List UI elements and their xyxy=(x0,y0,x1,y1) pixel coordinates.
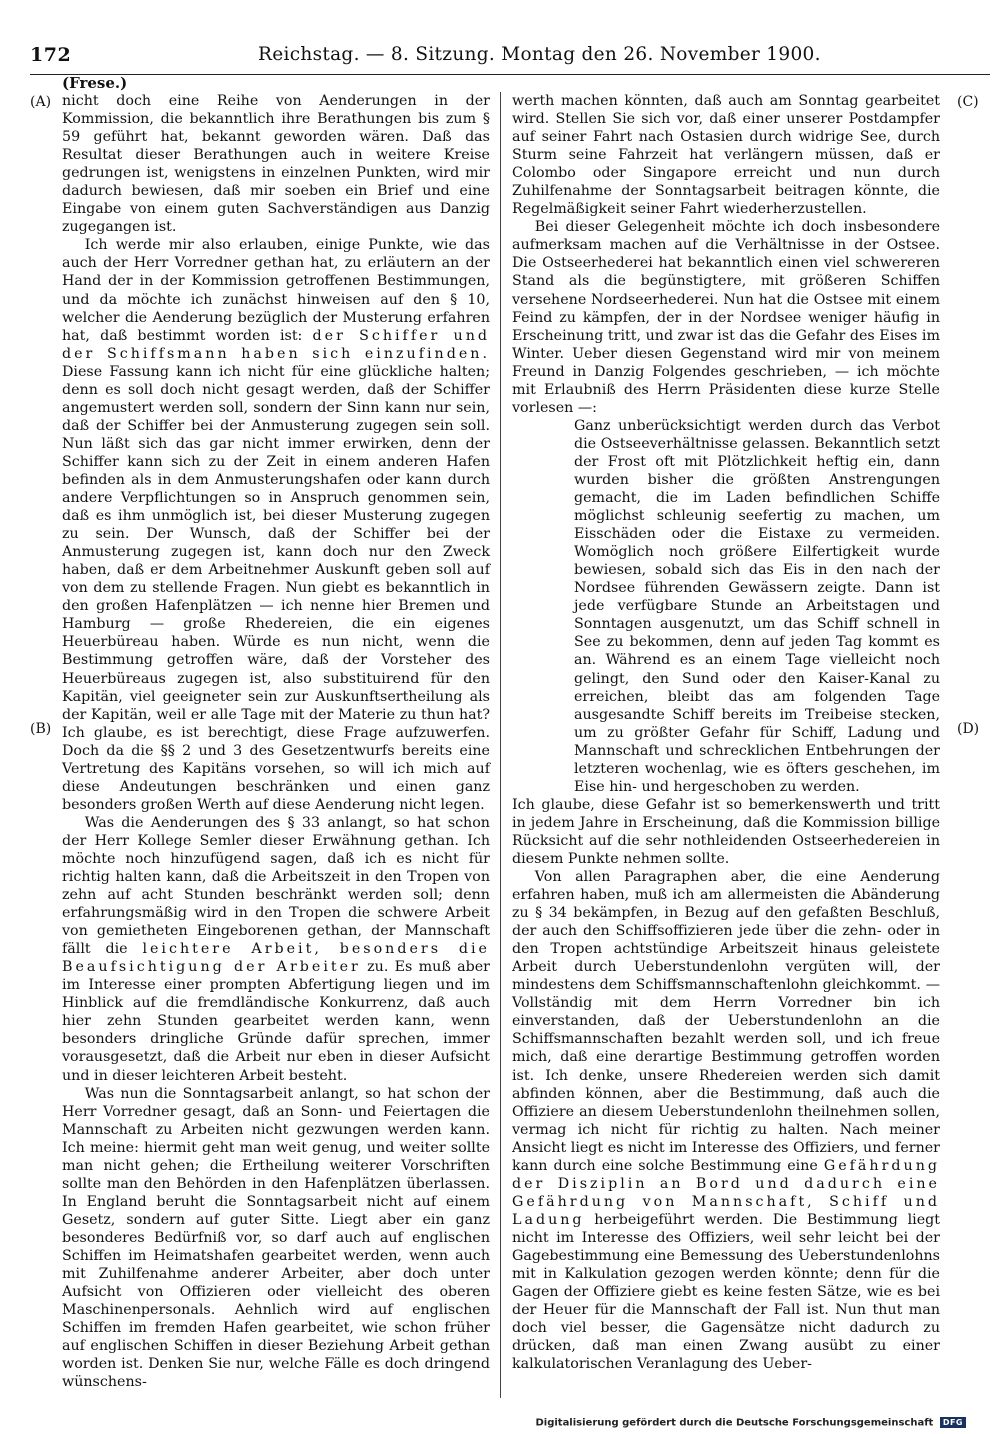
paragraph xyxy=(62,236,490,814)
text-run: zu. Es muß aber im Interesse einer prompten Abfertigung liegen und im Hinblick auf die fremdländische Konkurrenz, daß auch hier zehn Stunden gearbeitet werden kann, wenn besonders dringliche Gründe dafür sprechen, immer vorausgesetzt, daß die Arbeit nur eben in dieser Aufsicht und in dieser leichteren Arbeit besteht. xyxy=(62,959,490,1084)
spaced-text: Gefährdung der Disziplin an Bord und dadurch eine Gefährdung von Mannschaft, Schiff und Ladung xyxy=(512,1157,940,1228)
margin-mark-c: (C) xyxy=(957,94,979,110)
spaced-text: leichtere Arbeit, besonders die Beaufsichtigung der Arbeiter xyxy=(62,941,490,976)
paragraph xyxy=(62,814,490,1085)
margin-mark-a: (A) xyxy=(30,94,52,110)
text-run: Ich werde mir also erlauben, einige Punkte, wie das auch der Herr Vorredner gethan hat, zu erläutern an der Hand der in der Kommission getroffenen Bestimmungen, und da möchte ich zunächst hinweisen auf den § 10, welcher die Aenderung bezüglich der Musterung erfahren hat, daß bestimmt worden ist: xyxy=(62,237,490,344)
text-run: Diese Fassung kann ich nicht für eine glückliche halten; denn es soll doch nicht gesagt werden, daß der Schiffer angemustert werden soll, sondern der Sinn kann nur sein, daß der Schiffer bei der Anmusterung zugegen sein soll. Nun läßt sich das gar nicht immer erwirken, denn der Schiffer kann sich zu der Zeit in einem anderen Hafen befinden als in dem Anmusterungshafen oder kann durch andere Verpflichtungen so in Anspruch genommen sein, daß es ihm unmöglich ist, bei dieser Musterung zugegen zu sein. Der Wunsch, daß der Schiffer bei der Anmusterung zugegen ist, kann doch nur den Zweck haben, daß er dem Arbeitnehmer Auskunft geben soll auf von dem zu stellende Fragen. Nun giebt es bekanntlich in den großen Hafenplätzen — ich nenne hier Bremen und Hamburg — große Rhedereien, die ein eigenes Heuerbüreau haben. Würde es nun nicht, wenn die Bestimmung getroffen wäre, daß der Vorsteher des Heuerbüreaus zugegen ist, also substituirend für den Kapitän, viel geeigneter sein zur Auskunftsertheilung als der Kapitän, weil er alle Tage mit der Materie zu thun hat? Ich glaube, es ist berechtigt, diese Frage aufzuwerfen. Doch da die §§ 2 und 3 des Gesetzentwurfs bereits eine Vertretung des Kapitäns vorsehen, so will ich mich auf diese Andeutungen beschränken und einen ganz besonders großen Werth auf diese Aenderung nicht legen. xyxy=(62,363,490,813)
text-run: Was die Aenderungen des § 33 anlangt, so hat schon der Herr Kollege Semler dieser Erwähnung gethan. Ich möchte noch hinzufügend sagen, daß ich es nicht für richtig halten kann, daß die Arbeitszeit in den Tropen von zehn auf acht Stunden beschränkt werden soll; denn erfahrungsmäßig wird in den Tropen die schwere Arbeit von gemietheten Eingeborenen gethan, der Mannschaft fällt die xyxy=(62,814,490,958)
credit-text: Digitalisierung gefördert durch die Deutsche Forschungsgemeinschaft xyxy=(535,1417,934,1429)
paragraph: Ich glaube, diese Gefahr ist so bemerkenswerth und tritt in jedem Jahre in Erscheinung, daß die Kommission billige Rücksicht auf die sehr nothleidenden Ostseerhedereien in diesem Punkte nehmen sollte. xyxy=(512,796,940,867)
digitization-credit xyxy=(535,1417,966,1429)
paragraph: werth machen könnten, daß auch am Sonntag gearbeitet wird. Stellen Sie sich vor, daß einer unserer Postdampfer auf seiner Fahrt nach Ostasien durch widrige See, durch Sturm seine Fahrzeit hat verlängern müssen, daß er Colombo oder Singapore erreicht und nun durch Zuhilfenahme der Sonntagsarbeit beitragen könnte, die Regelmäßigkeit seiner Fahrt wiederherzustellen. xyxy=(512,93,940,218)
text-run: herbeigeführt werden. Die Bestimmung liegt nicht im Interesse des Offiziers, weil sehr leicht bei der Gagebestimmung eine Bemessung des Ueberstundenlohns mit in Kalkulation gezogen werden könnte; denn für die Gagen der Offiziere giebt es keine festen Sätze, wie es bei der Heuer für die Mannschaft der Fall ist. Nun thut man doch viel besser, die Gagensätze nicht dadurch zu drücken, daß man einen Zwang ausübt zu einer kalkulatorischen Veranlagung des Ueber- xyxy=(512,1211,940,1373)
running-head: Reichstag. — 8. Sitzung. Montag den 26. November 1900. xyxy=(258,44,821,65)
margin-mark-d: (D) xyxy=(957,721,980,737)
page-header xyxy=(30,40,990,75)
page-number: 172 xyxy=(30,44,72,66)
text-run: Von allen Paragraphen aber, die eine Aenderung erfahren haben, muß ich am allermeisten die Abänderung zu § 34 bekämpfen, in Bezug auf den gefaßten Beschluß, der auch den Schiffsoffizieren jede über die zehn- oder in den Tropen achtstündige Arbeitszeit hinaus geleistete Arbeit durch Ueberstundenlohn vergüten will, der mindestens dem Schiffsmannschaftenlohn gleichkommt. — Vollständig mit dem Herrn Vorredner bin ich einverstanden, daß der Ueberstundenlohn an die Schiffsmannschaften bezahlt werden soll, und ich freue mich, daß eine derartige Bestimmung getroffen worden ist. Ich denke, unsere Rhedereien werden sich damit abfinden können, aber die Bestimmung, daß auch die Offiziere an diesem Ueberstundenlohn theilnehmen sollen, vermag ich nicht für richtig zu halten. Nach meiner Ansicht liegt es nicht im Interesse des Offiziers, und ferner kann durch eine solche Bestimmung eine xyxy=(512,869,940,1174)
paragraph: Was nun die Sonntagsarbeit anlangt, so hat schon der Herr Vorredner gesagt, daß an Sonn- und Feiertagen die Mannschaft zu Arbeiten nicht gezwungen werden kann. Ich meine: hiermit geht man weit genug, und weiter sollte man nicht gehen; die Ertheilung weiterer Vorschriften sollte man den Behörden in den Hafenplätzen überlassen. In England beruht die Sonntagsarbeit nicht auf einem Gesetz, sondern auf guter Sitte. Liegt aber ein ganz besonderes Bedürfniß vor, so darf auch auf englischen Schiffen im Heimatshafen gearbeitet werden, wenn auch mit Zuhilfenahme anderer Arbeiter, aber doch unter Aufsicht von Offizieren oder vielleicht des oberen Maschinenpersonals. Aehnlich wird auf englischen Schiffen im fremden Hafen gearbeitet, wie schon früher auf englischen Schiffen in dieser Beziehung Arbeit gethan worden ist. Denken Sie nur, welche Fälle es doch dringend wünschens- xyxy=(62,1085,490,1391)
right-column xyxy=(512,92,940,1373)
block-quote: Ganz unberücksichtigt werden durch das Verbot die Ostseeverhältnisse gelassen. Bekanntlich setzt der Frost oft mit Plötzlichkeit heftig ein, dann wurden bisher die größten Anstrengungen gemacht, die im Laden befindlichen Schiffe möglichst schleunig seefertig zu machen, um Eisschäden oder die Eistaxe zu vermeiden. Womöglich noch größere Eilfertigkeit wurde bewiesen, sobald sich das Eis in den nach der Nordsee führenden Gewässern zeigte. Dann ist jede verfügbare Stunde an Arbeitstagen und Sonntagen ausgenutzt, um das Schiff schnell in See zu bekommen, denn auf jeden Tag kommt es an. Während es an einem Tage vielleicht noch gelingt, den Sund oder den Kaiser-Kanal zu erreichen, bleibt das am folgenden Tage ausgesandte Schiff bereits im Treibeise stecken, um zu größter Gefahr für Schiff, Ladung und Mannschaft und schrecklichen Entbehrungen der letzteren wochenlag, wie es öfters geschehen, im Eise hin- und hergeschoben zu werden. xyxy=(574,417,940,795)
speaker-name: (Frese.) xyxy=(62,74,128,92)
column-divider xyxy=(500,92,501,1398)
spaced-text: der Schiffer und der Schiffsmann haben sich einzufinden. xyxy=(62,327,490,362)
paragraph: Bei dieser Gelegenheit möchte ich doch insbesondere aufmerksam machen auf die Verhältnisse in der Ostsee. Die Ostseerhederei hat bekanntlich einen viel schwereren Stand als die begünstigtere, mit größeren Schiffen versehene Nordseerhederei. Nun hat die Ostsee mit einem Feind zu kämpfen, der in der Nordsee weniger häufig in Erscheinung tritt, und zwar ist das die Gefahr des Eises im Winter. Ueber diesen Gegenstand wird mir von meinem Freund in Danzig Folgendes geschrieben, — ich möchte mit Erlaubniß des Herrn Präsidenten diese kurze Stelle vorlesen —: xyxy=(512,219,940,416)
left-column xyxy=(62,92,490,1391)
paragraph xyxy=(512,868,940,1373)
margin-mark-b: (B) xyxy=(30,721,52,737)
dfg-logo-icon: DFG xyxy=(940,1417,966,1428)
paragraph: nicht doch eine Reihe von Aenderungen in der Kommission, die bekanntlich ihre Berathungen bis zum § 59 geführt hat, bekannt geworden wären. Daß das Resultat dieser Berathungen auch in weitere Kreise gedrungen ist, wenigstens in einzelnen Punkten, wird mir dadurch bewiesen, daß mir soeben ein Brief und eine Eingabe von einem guten Sachverständigen aus Danzig zugegangen ist. xyxy=(62,93,490,236)
